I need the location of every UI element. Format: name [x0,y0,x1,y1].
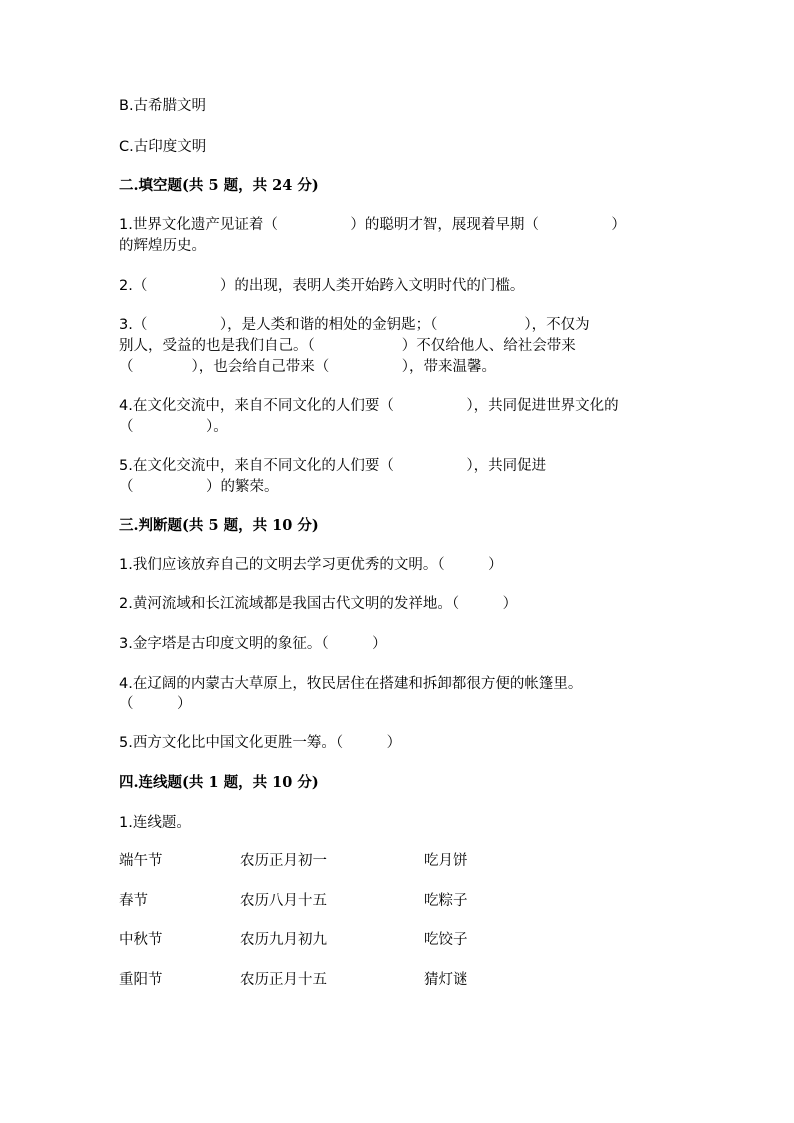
fill-q4-line2: （ ）。 [119,419,228,435]
date-cell: 农历九月初九 [240,932,327,948]
fill-q3-line1: 3.（ ），是人类和谐的相处的金钥匙；（ ），不仅为 [119,317,590,333]
section-heading-true-false: 三.判断题(共 5 题，共 10 分) [119,517,319,534]
judge-q4-line2: （ ） [119,696,192,712]
festival-cell: 春节 [119,893,148,909]
fill-q2-line1: 2.（ ）的出现，表明人类开始跨入文明时代的门槛。 [119,278,525,294]
judge-q3: 3.金字塔是古印度文明的象征。（ ） [119,636,387,652]
festival-cell: 端午节 [119,853,163,869]
fill-q1-line2: 的辉煌历史。 [119,238,206,254]
festival-cell: 中秋节 [119,932,163,948]
judge-q2: 2.黄河流域和长江流域都是我国古代文明的发祥地。（ ） [119,596,518,612]
section-heading-fill-blank: 二.填空题(共 5 题，共 24 分) [119,177,319,194]
custom-cell: 吃饺子 [424,932,468,948]
custom-cell: 吃粽子 [424,893,468,909]
date-cell: 农历正月十五 [240,972,327,988]
option-c: C.古印度文明 [119,139,207,155]
date-cell: 农历八月十五 [240,893,327,909]
custom-cell: 猜灯谜 [424,972,468,988]
matching-q1: 1.连线题。 [119,815,191,831]
section-heading-matching: 四.连线题(共 1 题，共 10 分) [119,774,319,791]
fill-q3-line2: 别人，受益的也是我们自己。（ ）不仅给他人、给社会带来 [119,338,576,354]
fill-q4-line1: 4.在文化交流中，来自不同文化的人们要（ ），共同促进世界文化的 [119,398,619,414]
fill-q3-line3: （ ），也会给自己带来（ ），带来温馨。 [119,359,496,375]
fill-q5-line1: 5.在文化交流中，来自不同文化的人们要（ ），共同促进 [119,458,547,474]
date-cell: 农历正月初一 [240,853,327,869]
festival-cell: 重阳节 [119,972,163,988]
judge-q1: 1.我们应该放弃自己的文明去学习更优秀的文明。（ ） [119,557,503,573]
judge-q4-line1: 4.在辽阔的内蒙古大草原上，牧民居住在搭建和拆卸都很方便的帐篷里。 [119,676,583,692]
judge-q5: 5.西方文化比中国文化更胜一筹。（ ） [119,735,402,751]
fill-q5-line2: （ ）的繁荣。 [119,479,279,495]
custom-cell: 吃月饼 [424,853,468,869]
fill-q1-line1: 1.世界文化遗产见证着（ ）的聪明才智，展现着早期（ ） [119,217,626,233]
option-b: B.古希腊文明 [119,98,207,114]
